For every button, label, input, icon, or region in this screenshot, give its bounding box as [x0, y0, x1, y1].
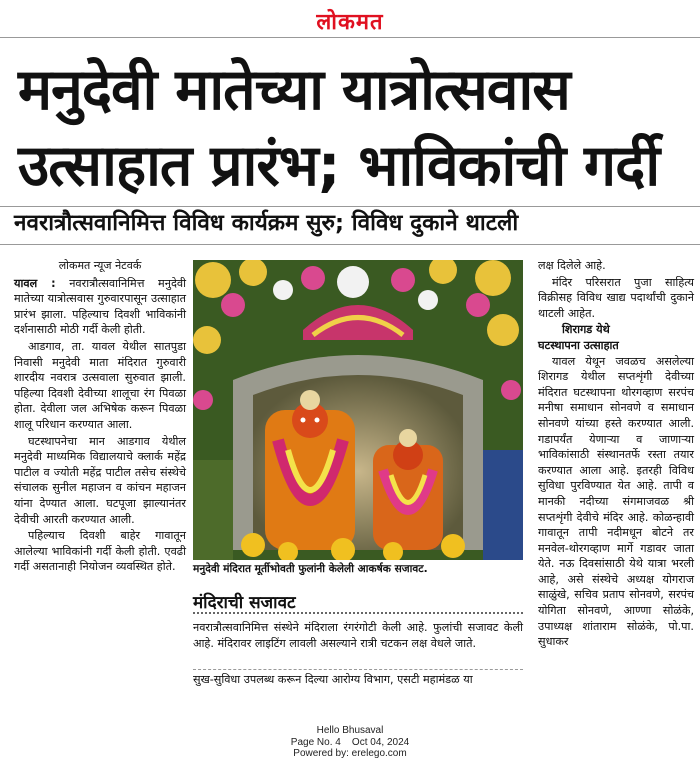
photo-caption: मनुदेवी मंदिरात मूर्तीभोवती फुलांनी केलेली आकर्षक सजावट. — [193, 563, 428, 575]
footer-powered-by[interactable]: Powered by: erelego.com — [293, 748, 407, 759]
dateline: यावल : — [14, 276, 56, 290]
box-title: मंदिराची सजावट — [193, 593, 296, 613]
masthead — [0, 0, 700, 36]
article-paragraph: घटस्थापनेचा मान आडगाव येथील मनुदेवी माध्यमिक विद्यालयाचे क्लार्क महेंद्र पाटील व ज्योती महेंद्र पाटील तसेच संस्थेचे संचालक सुनील महाजन व कांचन महाजन यांना देण्यात आला. घटपूजा झाल्यानंतर देवीची आरती करण्यात आली. — [14, 434, 186, 526]
lower-center-text: सुख-सुविधा उपलब्ध करून दिल्या आरोग्य विभाग, एसटी महामंडळ या — [193, 673, 473, 686]
article-paragraph: लक्ष दिलेले आहे. — [538, 259, 606, 272]
box-text: नवरात्रौत्सवानिमित्त संस्थेने मंदिराला रंगरंगोटी केली आहे. फुलांची सजावट केली आहे. मंदिरावर लाइटिंग लावली असल्याने रात्री चटकन लक्ष वेधले जाते. — [193, 621, 523, 650]
footer-edition: Hello Bhusaval — [316, 725, 384, 736]
right-column — [538, 258, 694, 651]
footer-page-date: Page No. 4 Oct 04, 2024 — [290, 736, 410, 748]
masthead-rule — [0, 37, 700, 38]
temple-photo — [193, 260, 523, 560]
article-paragraph: आडगाव, ता. यावल येथील सातपुडा निवासी मनुदेवी माता मंदिरात गुरुवारी शारदीय नवरात्र उत्सवाला सुरुवात झाली. पहिल्या दिवशी देवीच्या शालूचा रंग पिवळा होता. देवीला जल अभिषेक करून पिवळा शालू परिधान करण्यात आला. — [14, 339, 186, 431]
box-divider — [193, 612, 523, 614]
left-column — [14, 258, 186, 576]
subheadline: नवरात्रौत्सवानिमित्त विविध कार्यक्रम सुरु; विविध दुकाने थाटली — [14, 210, 519, 236]
headline-rule — [0, 206, 700, 207]
section-subhead: शिरागड येथे — [562, 323, 610, 337]
headline-line-1: मनुदेवी मातेच्या यात्रोत्सवास — [18, 57, 570, 123]
section-subhead: घटस्थापना उत्साहात — [538, 338, 619, 352]
headline-line-2: उत्साहात प्रारंभ; भाविकांची गर्दी — [18, 133, 660, 199]
newspaper-logo[interactable]: लोकमत — [316, 9, 384, 35]
subheadline-rule — [0, 244, 700, 245]
footer — [0, 725, 700, 760]
byline: लोकमत न्यूज नेटवर्क — [58, 259, 142, 272]
headline — [18, 52, 688, 204]
article-paragraph: पहिल्याच दिवशी बाहेर गावातून आलेल्या भाविकांनी गर्दी केली होती. एवढी गर्दी असतानाही नियोजन व्यवस्थित होते. — [14, 529, 186, 574]
box-bottom-divider — [193, 669, 523, 670]
article-paragraph: यावल येथून जवळच असलेल्या शिरागड येथील सप्तशृंगी देवीच्या मंदिरात घटस्थापना थोरगव्हाण सरपंच मनीषा समाधान सोनवणे व समाधान सोनवणे यांच्या हस्ते करण्यात आली. गडापर्यंत येणाऱ्या व जाणाऱ्या भाविकांसाठी संस्थानतर्फे रस्ता तयार करण्यात आला आहे. इतरही विविध सुविधा पुरविण्यात येत आहे. तापी व मानकी नदीच्या संगमाजवळ श्री सप्तशृंगी देवीचे मंदिर आहे. कोळन्हावी गावातून तापी नदीमधून बोटने तर मनवेल-थोरगव्हाण मार्गे गडावर जाता येते. नऊ दिवसांसाठी येथे यात्रा भरली आहे, असे संस्थेचे अध्यक्ष योगराज साळुंखे, सचिव प्रताप सोनवणे, सरपंच योगिता सोनवणे, आण्णा सोळंके, उपाध्यक्ष शांताराम सोळंके, पो.पा. सुधाकर — [538, 354, 694, 649]
article-paragraph: मंदिर परिसरात पुजा साहित्य विक्रीसह विविध खाद्य पदार्थांची दुकाने थाटली आहेत. — [538, 275, 694, 320]
goddess-idol-image — [193, 260, 523, 560]
article-paragraph: यावल : नवरात्रौत्सवानिमित्त मनुदेवी मातेच्या यात्रोत्सवास गुरुवारपासून उत्साहात प्रारंभ झाला. पहिल्याच दिवशी भाविकांनी दर्शनासाठी मोठी गर्दी केली होती. — [14, 276, 187, 337]
